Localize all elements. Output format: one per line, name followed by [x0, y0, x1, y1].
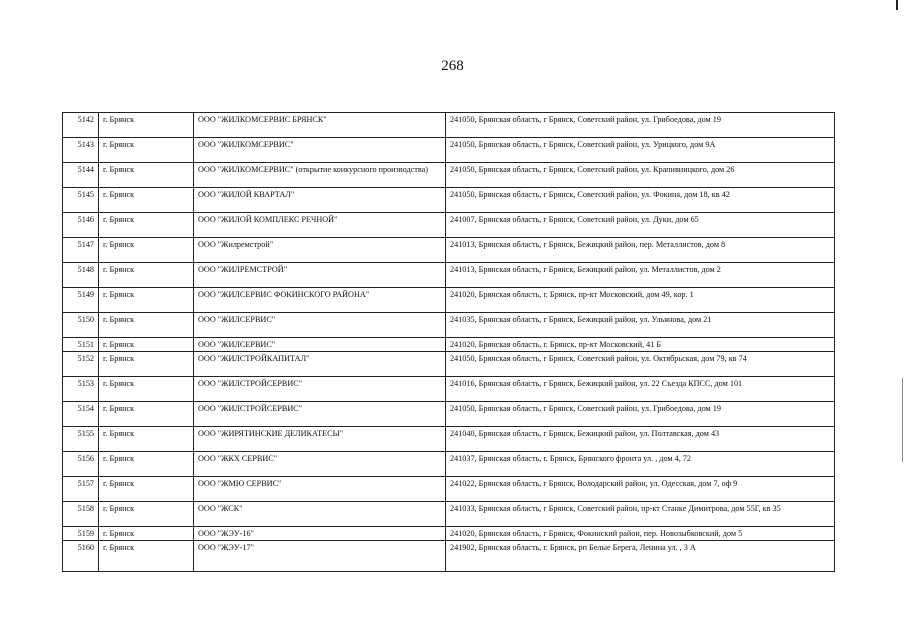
table-row — [63, 502, 835, 527]
row-address: 241902, Брянская область, г. Брянск, рп Белые Берега, Ленина ул. , 3 А — [446, 541, 835, 572]
row-address: 241050, Брянская область, г Брянск, Советский район, ул. Грибоедова, дом 19 — [446, 113, 835, 138]
row-city: г. Брянск — [99, 213, 194, 238]
row-organization: ООО "ЖИЛКОМСЕРВИС" — [194, 138, 446, 163]
table-row — [63, 402, 835, 427]
row-organization: ООО "ЖЭУ-16" — [194, 527, 446, 541]
table-row — [63, 263, 835, 288]
row-city: г. Брянск — [99, 338, 194, 352]
table-row — [63, 541, 835, 572]
row-organization: ООО "ЖИЛСТРОЙКАПИТАЛ" — [194, 352, 446, 377]
row-number: 5152 — [63, 352, 99, 377]
table-row — [63, 427, 835, 452]
table-row — [63, 213, 835, 238]
row-organization: ООО "ЖСК" — [194, 502, 446, 527]
row-number: 5145 — [63, 188, 99, 213]
row-address: 241033, Брянская область, г Брянск, Советский район, пр-кт Станке Димитрова, дом 55Г, кв 35 — [446, 502, 835, 527]
row-number: 5146 — [63, 213, 99, 238]
row-city: г. Брянск — [99, 527, 194, 541]
row-number: 5158 — [63, 502, 99, 527]
row-address: 241035, Брянская область, г Брянск, Бежицкий район, ул. Ульянова, дом 21 — [446, 313, 835, 338]
row-organization: ООО "ЖИЛОЙ КОМПЛЕКС РЕЧНОЙ" — [194, 213, 446, 238]
row-organization: ООО "ЖИРЯТИНСКИЕ ДЕЛИКАТЕСЫ" — [194, 427, 446, 452]
row-organization: ООО "ЖИЛКОМСЕРВИС БРЯНСК" — [194, 113, 446, 138]
table-row — [63, 338, 835, 352]
row-address: 241050, Брянская область, г Брянск, Советский район, ул. Октябрьская, дом 79, кв 74 — [446, 352, 835, 377]
row-number: 5144 — [63, 163, 99, 188]
row-number: 5159 — [63, 527, 99, 541]
row-address: 241016, Брянская область, г Брянск, Бежицкий район, ул. 22 Съезда КПСС, дом 101 — [446, 377, 835, 402]
row-organization: ООО "ЖИЛСЕРВИС" — [194, 313, 446, 338]
row-organization: ООО "ЖИЛСТРОЙСЕРВИС" — [194, 402, 446, 427]
row-address: 241013, Брянская область, г Брянск, Бежицкий район, пер. Металлистов, дом 8 — [446, 238, 835, 263]
row-number: 5153 — [63, 377, 99, 402]
table-row — [63, 352, 835, 377]
row-city: г. Брянск — [99, 477, 194, 502]
row-city: г. Брянск — [99, 113, 194, 138]
row-address: 241020, Брянская область, г. Брянск, пр-кт Московский, 41 Б — [446, 338, 835, 352]
row-city: г. Брянск — [99, 263, 194, 288]
table-row — [63, 188, 835, 213]
table-row — [63, 163, 835, 188]
organizations-table — [62, 112, 835, 572]
row-address: 241037, Брянская область, г. Брянск, Брянского фронта ул. , дом 4, 72 — [446, 452, 835, 477]
row-organization: ООО "ЖЭУ-17" — [194, 541, 446, 572]
row-address: 241050, Брянская область, г Брянск, Советский район, ул. Урицкого, дом 9А — [446, 138, 835, 163]
row-address: 241020, Брянская область, г Брянск, Фокинский район, пер. Новозыбковский, дом 5 — [446, 527, 835, 541]
row-number: 5143 — [63, 138, 99, 163]
row-organization: ООО "Жилремстрой" — [194, 238, 446, 263]
row-number: 5157 — [63, 477, 99, 502]
row-number: 5156 — [63, 452, 99, 477]
row-address: 241050, Брянская область, г Брянск, Советский район, ул. Грибоедова, дом 19 — [446, 402, 835, 427]
row-number: 5147 — [63, 238, 99, 263]
row-number: 5160 — [63, 541, 99, 572]
row-address: 241007, Брянская область, г Брянск, Советский район, ул. Дуки, дом 65 — [446, 213, 835, 238]
row-organization: ООО "ЖИЛСЕРВИС ФОКИНСКОГО РАЙОНА" — [194, 288, 446, 313]
row-number: 5148 — [63, 263, 99, 288]
row-number: 5150 — [63, 313, 99, 338]
row-address: 241020, Брянская область, г. Брянск, пр-кт Московский, дом 49, кор. 1 — [446, 288, 835, 313]
row-city: г. Брянск — [99, 352, 194, 377]
row-address: 241050, Брянская область, г Брянск, Советский район, ул. Крапивницкого, дом 26 — [446, 163, 835, 188]
row-city: г. Брянск — [99, 288, 194, 313]
row-city: г. Брянск — [99, 188, 194, 213]
row-address: 241050, Брянская область, г Брянск, Советский район, ул. Фокина, дом 18, кв 42 — [446, 188, 835, 213]
row-address: 241022, Брянская область, г Брянск, Володарский район, ул. Одесская, дом 7, оф 9 — [446, 477, 835, 502]
row-city: г. Брянск — [99, 402, 194, 427]
row-organization: ООО "ЖИЛРЕМСТРОЙ" — [194, 263, 446, 288]
table-row — [63, 377, 835, 402]
row-organization: ООО "ЖИЛСТРОЙСЕРВИС" — [194, 377, 446, 402]
row-city: г. Брянск — [99, 313, 194, 338]
page-number: 268 — [441, 58, 464, 74]
row-city: г. Брянск — [99, 452, 194, 477]
row-city: г. Брянск — [99, 427, 194, 452]
table-row — [63, 288, 835, 313]
row-city: г. Брянск — [99, 502, 194, 527]
table-row — [63, 477, 835, 502]
table-row — [63, 138, 835, 163]
row-organization: ООО "ЖИЛСЕРВИС" — [194, 338, 446, 352]
row-number: 5154 — [63, 402, 99, 427]
row-organization: ООО "ЖМЮ СЕРВИС" — [194, 477, 446, 502]
row-city: г. Брянск — [99, 541, 194, 572]
row-number: 5151 — [63, 338, 99, 352]
row-address: 241040, Брянская область, г Брянск, Бежицкий район, ул. Полтавская, дом 43 — [446, 427, 835, 452]
table-row — [63, 238, 835, 263]
row-city: г. Брянск — [99, 138, 194, 163]
row-organization: ООО "ЖКХ СЕРВИС" — [194, 452, 446, 477]
row-organization: ООО "ЖИЛКОМСЕРВИС" (открытие конкурсного производства) — [194, 163, 446, 188]
table-row — [63, 452, 835, 477]
row-address: 241013, Брянская область, г Брянск, Бежицкий район, ул. Металлистов, дом 2 — [446, 263, 835, 288]
table-row — [63, 313, 835, 338]
row-number: 5149 — [63, 288, 99, 313]
table-row — [63, 113, 835, 138]
row-city: г. Брянск — [99, 238, 194, 263]
row-city: г. Брянск — [99, 377, 194, 402]
scan-edge-mark — [902, 378, 903, 462]
scan-edge-mark — [896, 0, 898, 10]
row-organization: ООО "ЖИЛОЙ КВАРТАЛ" — [194, 188, 446, 213]
row-city: г. Брянск — [99, 163, 194, 188]
row-number: 5142 — [63, 113, 99, 138]
row-number: 5155 — [63, 427, 99, 452]
table-row — [63, 527, 835, 541]
